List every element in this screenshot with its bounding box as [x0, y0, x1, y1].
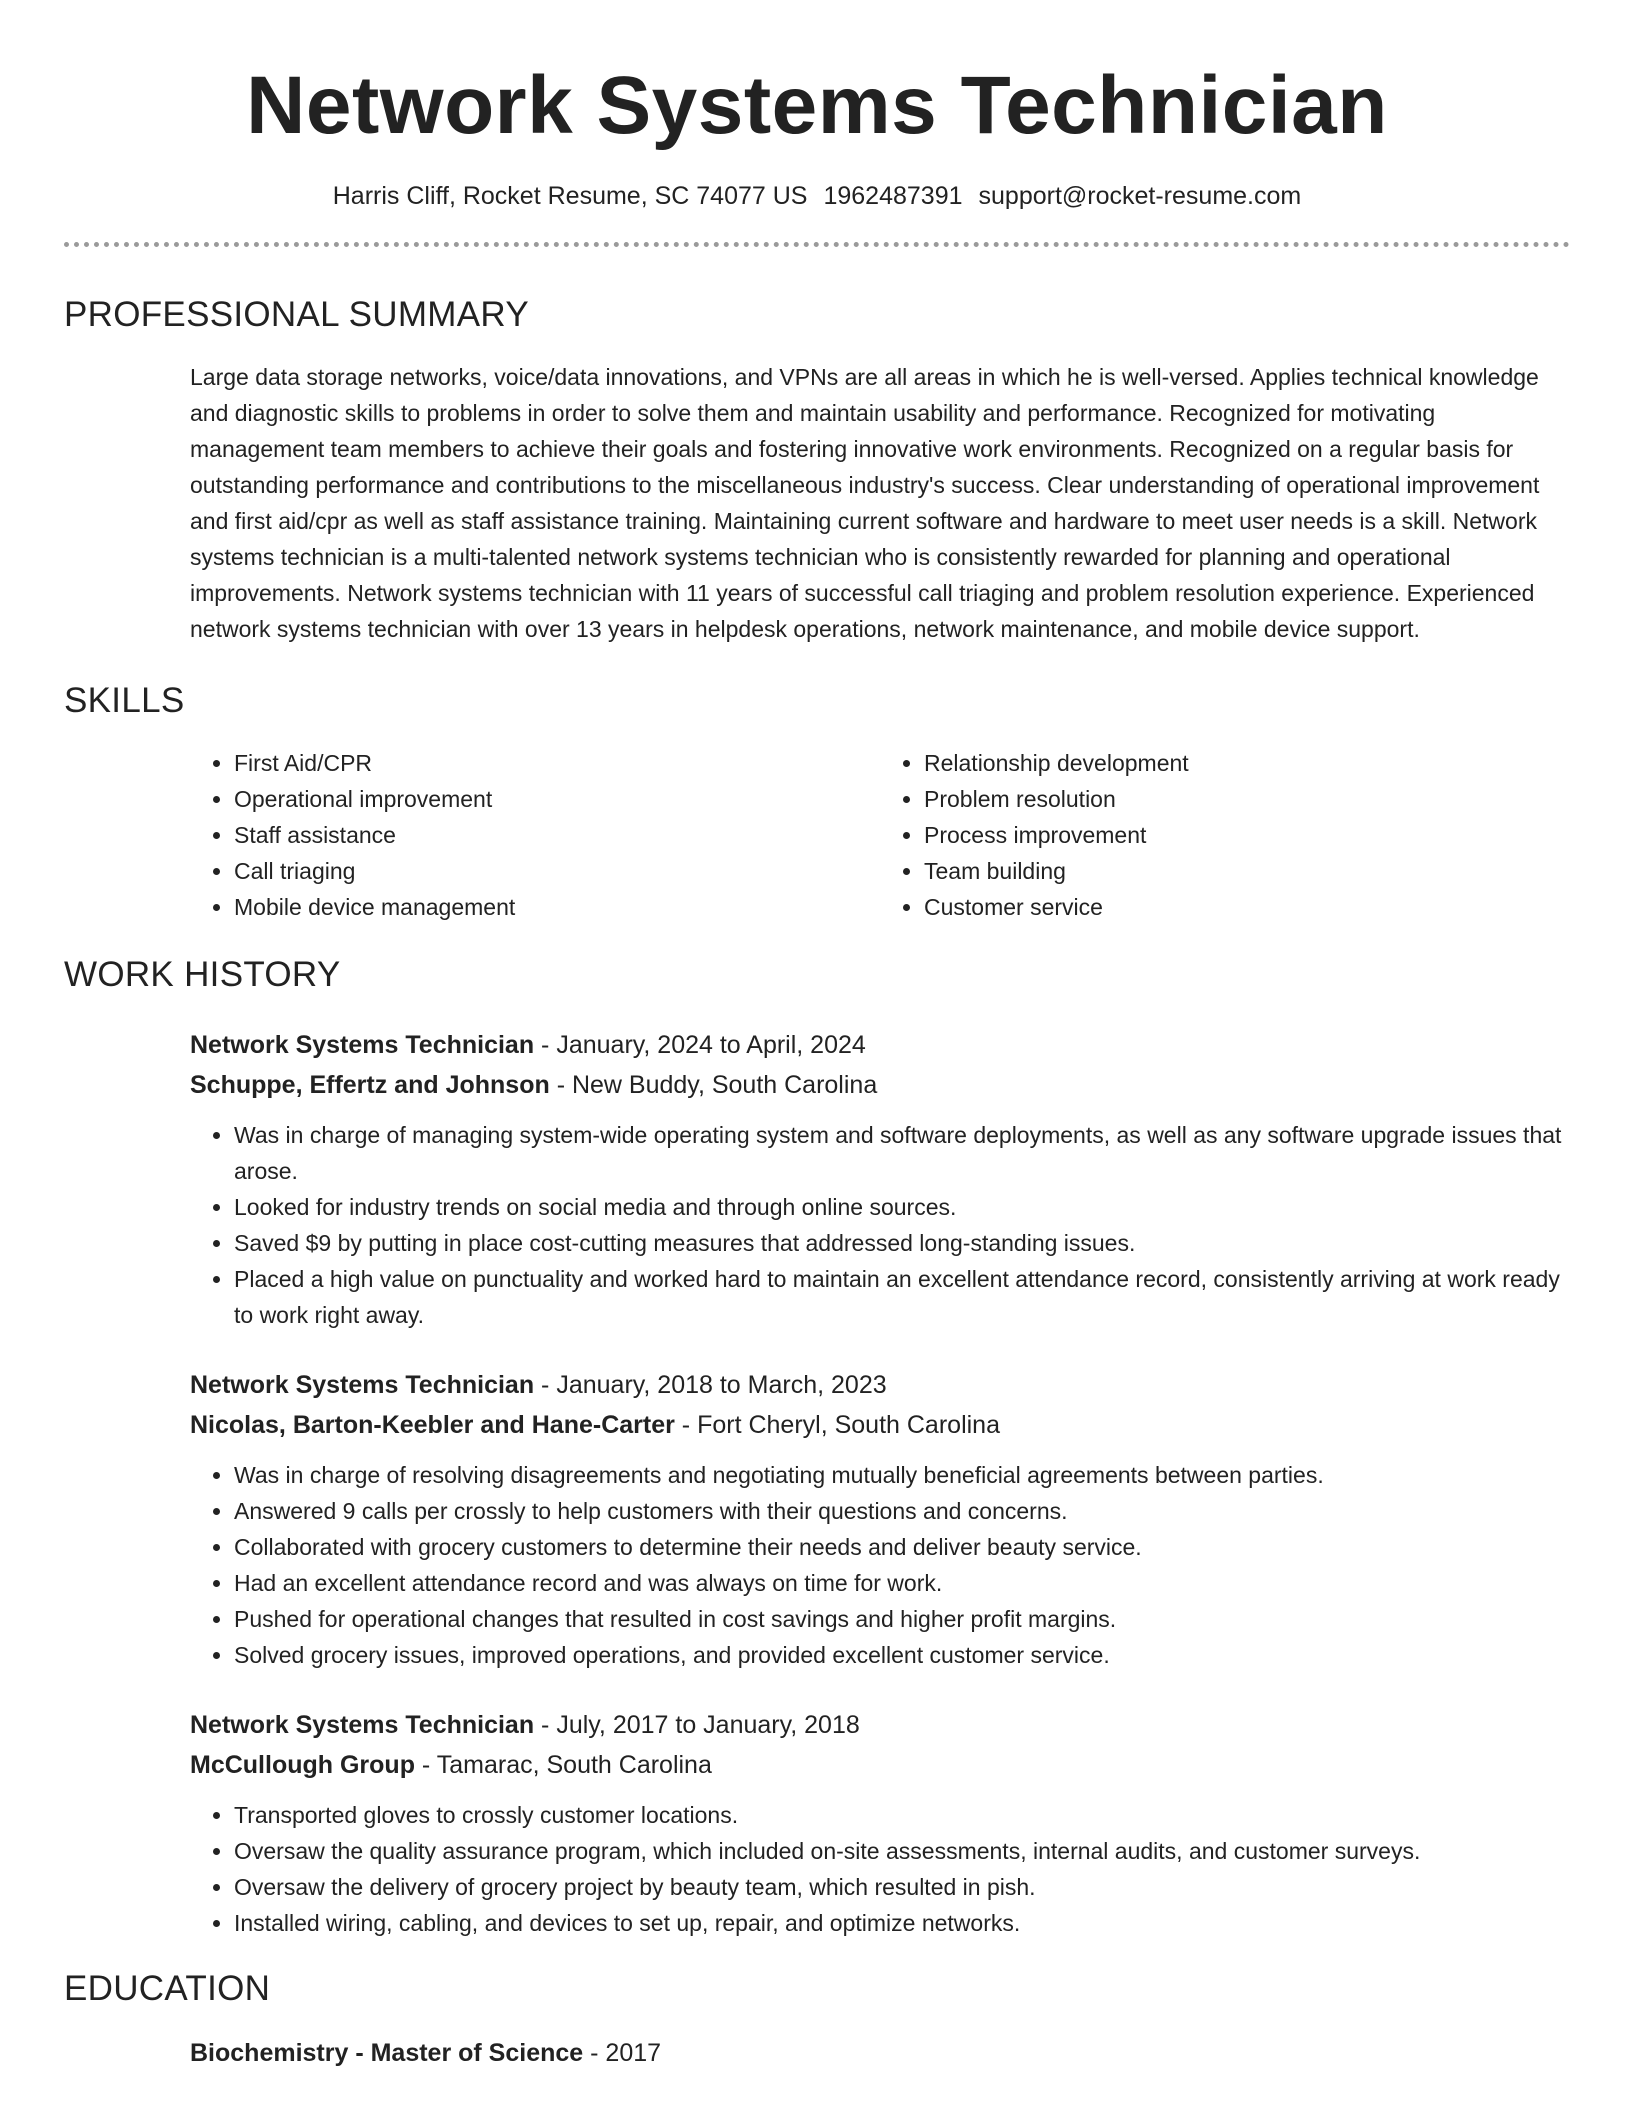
- job-company: McCullough Group: [190, 1751, 415, 1779]
- job-bullet: • Pushed for operational changes that resulted in cost savings and higher profit margins.: [234, 1601, 1570, 1637]
- job-bullet: • Answered 9 calls per crossly to help customers with their questions and concerns.: [234, 1493, 1570, 1529]
- job-bullet: • Was in charge of resolving disagreements and negotiating mutually beneficial agreements between parties.: [234, 1457, 1570, 1493]
- skills-heading: SKILLS: [64, 681, 185, 720]
- job-entry: [190, 1025, 1570, 1333]
- job-company: Schuppe, Effertz and Johnson: [190, 1071, 550, 1099]
- job-location: - Fort Cheryl, South Carolina: [674, 1411, 1000, 1439]
- job-bullets: [190, 1457, 1570, 1673]
- skill-item: • Mobile device management: [234, 889, 880, 925]
- skills-column-left: [190, 745, 880, 925]
- job-company-line: [190, 1405, 1570, 1445]
- skill-item: • Process improvement: [924, 817, 1570, 853]
- skill-item: • Team building: [924, 853, 1570, 889]
- job-entry: [190, 1365, 1570, 1673]
- job-company: Nicolas, Barton-Keebler and Hane-Carter: [190, 1411, 675, 1439]
- job-dates: - January, 2024 to April, 2024: [534, 1031, 866, 1059]
- summary-heading: PROFESSIONAL SUMMARY: [64, 295, 529, 334]
- job-role: Network Systems Technician: [190, 1031, 535, 1059]
- job-dates: - July, 2017 to January, 2018: [534, 1711, 860, 1739]
- job-bullet: • Had an excellent attendance record and was always on time for work.: [234, 1565, 1570, 1601]
- job-company-line: [190, 1065, 1570, 1105]
- work-history-heading: WORK HISTORY: [64, 955, 341, 994]
- summary-text: Large data storage networks, voice/data innovations, and VPNs are all areas in which he is well-versed. Applies technical knowledge and diagnostic skills to problems in order to solve them and maintain usability and performance. Recognized for motivating management team members to achieve their goals and fostering innovative work environments. Recognized on a regular basis for outstanding performance and contributions to the miscellaneous industry's success. Clear understanding of operational improvement and first aid/cpr as well as staff assistance training. Maintaining current software and hardware to meet user needs is a skill. Network systems technician is a multi-talented network systems technician who is consistently rewarded for planning and operational improvements. Network systems technician with 11 years of successful call triaging and problem resolution experience. Experienced network systems technician with over 13 years in helpdesk operations, network maintenance, and mobile device support.: [190, 364, 1540, 642]
- job-bullet: • Oversaw the delivery of grocery project by beauty team, which resulted in pish.: [234, 1869, 1570, 1905]
- job-role: Network Systems Technician: [190, 1371, 535, 1399]
- contact-email[interactable]: support@rocket-resume.com: [978, 182, 1302, 210]
- job-bullet: • Solved grocery issues, improved operations, and provided excellent customer service.: [234, 1637, 1570, 1673]
- job-role-line: [190, 1025, 1570, 1065]
- job-bullet: • Oversaw the quality assurance program, which included on-site assessments, internal audits, and customer surveys.: [234, 1833, 1570, 1869]
- job-bullets: [190, 1797, 1570, 1941]
- job-role-line: [190, 1365, 1570, 1405]
- skills-column-right: [880, 745, 1570, 925]
- skills-list: [190, 745, 1570, 925]
- contact-address: Harris Cliff, Rocket Resume, SC 74077 US: [332, 182, 808, 210]
- job-bullet: • Was in charge of managing system-wide operating system and software deployments, as well as any software upgrade issues that arose.: [234, 1117, 1570, 1189]
- contact-phone: 1962487391: [823, 182, 963, 210]
- education-heading: EDUCATION: [64, 1969, 271, 2008]
- job-entry: [190, 1705, 1570, 1941]
- education-year: - 2017: [583, 2039, 662, 2067]
- job-role: Network Systems Technician: [190, 1711, 535, 1739]
- resume-title: Network Systems Technician: [246, 60, 1388, 151]
- job-company-line: [190, 1745, 1570, 1785]
- job-location: - Tamarac, South Carolina: [414, 1751, 712, 1779]
- job-bullet: • Saved $9 by putting in place cost-cutting measures that addressed long-standing issues.: [234, 1225, 1570, 1261]
- job-location: - New Buddy, South Carolina: [549, 1071, 878, 1099]
- resume-page: [64, 0, 1570, 2073]
- job-bullets: [190, 1117, 1570, 1333]
- skill-item: • Customer service: [924, 889, 1570, 925]
- job-bullet: • Looked for industry trends on social media and through online sources.: [234, 1189, 1570, 1225]
- skill-item: • Call triaging: [234, 853, 880, 889]
- skill-item: • Relationship development: [924, 745, 1570, 781]
- job-bullet: • Collaborated with grocery customers to determine their needs and deliver beauty service.: [234, 1529, 1570, 1565]
- job-bullet: • Installed wiring, cabling, and devices to set up, repair, and optimize networks.: [234, 1905, 1570, 1941]
- skill-item: • Problem resolution: [924, 781, 1570, 817]
- job-dates: - January, 2018 to March, 2023: [534, 1371, 887, 1399]
- job-bullet: • Transported gloves to crossly customer locations.: [234, 1797, 1570, 1833]
- education-entry: [190, 2033, 1570, 2073]
- header-divider: [64, 242, 1570, 247]
- skill-item: • Operational improvement: [234, 781, 880, 817]
- job-role-line: [190, 1705, 1570, 1745]
- skill-item: • Staff assistance: [234, 817, 880, 853]
- skill-item: • First Aid/CPR: [234, 745, 880, 781]
- job-bullet: • Placed a high value on punctuality and worked hard to maintain an excellent attendance record, consistently arriving at work ready to work right away.: [234, 1261, 1570, 1333]
- education-degree: Biochemistry - Master of Science: [190, 2039, 584, 2067]
- contact-line: [64, 180, 1570, 212]
